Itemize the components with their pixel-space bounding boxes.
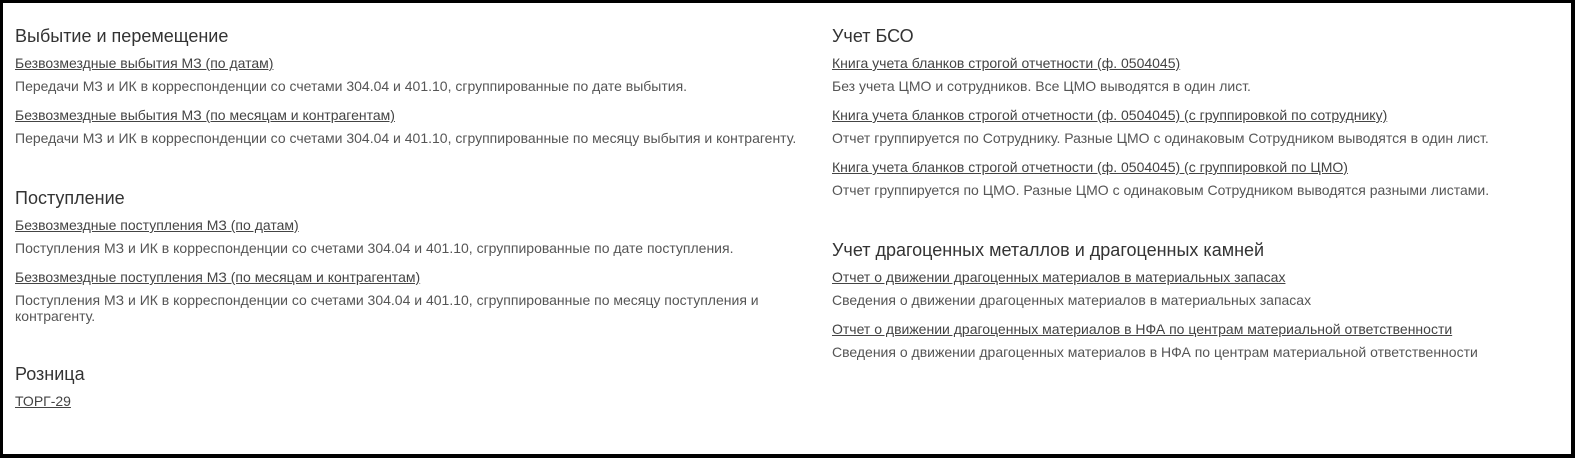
report-description: Поступления МЗ и ИК в корреспонденции со счетами 304.04 и 401.10, сгруппированные по месяцу поступления и контрагенту.: [15, 292, 759, 324]
section-title-precious: Учет драгоценных металлов и драгоценных камней: [832, 240, 1265, 260]
report-link-disposal-by-months[interactable]: Безвозмездные выбытия МЗ (по месяцам и контрагентам): [15, 107, 395, 123]
report-description: Отчет группируется по Сотруднику. Разные ЦМО с одинаковым Сотрудником выводятся в один лист.: [832, 130, 1489, 146]
report-link-bso-book-by-employee[interactable]: Книга учета бланков строгой отчетности (ф. 0504045) (с группировкой по сотруднику): [832, 107, 1388, 123]
report-description: Без учета ЦМО и сотрудников. Все ЦМО выводятся в один лист.: [832, 78, 1251, 94]
report-link-torg-29[interactable]: ТОРГ-29: [15, 393, 71, 409]
report-description: Поступления МЗ и ИК в корреспонденции со счетами 304.04 и 401.10, сгруппированные по дате поступления.: [15, 240, 734, 256]
report-link-bso-book-by-cmo[interactable]: Книга учета бланков строгой отчетности (ф. 0504045) (с группировкой по ЦМО): [832, 159, 1348, 175]
report-description: Сведения о движении драгоценных материалов в НФА по центрам материальной ответственности: [832, 344, 1478, 360]
report-link-receipt-by-months[interactable]: Безвозмездные поступления МЗ (по месяцам и контрагентам): [15, 269, 421, 285]
report-link-bso-book[interactable]: Книга учета бланков строгой отчетности (ф. 0504045): [832, 55, 1181, 71]
report-description: Отчет группируется по ЦМО. Разные ЦМО с одинаковым Сотрудником выводятся разными листами.: [832, 182, 1490, 198]
report-description: Сведения о движении драгоценных материалов в материальных запасах: [832, 292, 1312, 308]
left-column: [15, 26, 815, 416]
report-description: Передачи МЗ и ИК в корреспонденции со счетами 304.04 и 401.10, сгруппированные по дате выбытия.: [15, 78, 688, 94]
report-link-precious-nfa[interactable]: Отчет о движении драгоценных материалов в НФА по центрам материальной ответственности: [832, 321, 1453, 337]
report-link-disposal-by-dates[interactable]: Безвозмездные выбытия МЗ (по датам): [15, 55, 274, 71]
section-title-receipt: Поступление: [15, 188, 125, 208]
right-column: [832, 26, 1567, 372]
section-title-disposal: Выбытие и перемещение: [15, 26, 229, 46]
report-link-precious-inventory[interactable]: Отчет о движении драгоценных материалов в материальных запасах: [832, 269, 1286, 285]
report-description: Передачи МЗ и ИК в корреспонденции со счетами 304.04 и 401.10, сгруппированные по месяцу выбытия и контрагенту.: [15, 130, 797, 146]
report-link-receipt-by-dates[interactable]: Безвозмездные поступления МЗ (по датам): [15, 217, 299, 233]
section-title-bso: Учет БСО: [832, 26, 914, 46]
section-title-retail: Розница: [15, 364, 85, 384]
